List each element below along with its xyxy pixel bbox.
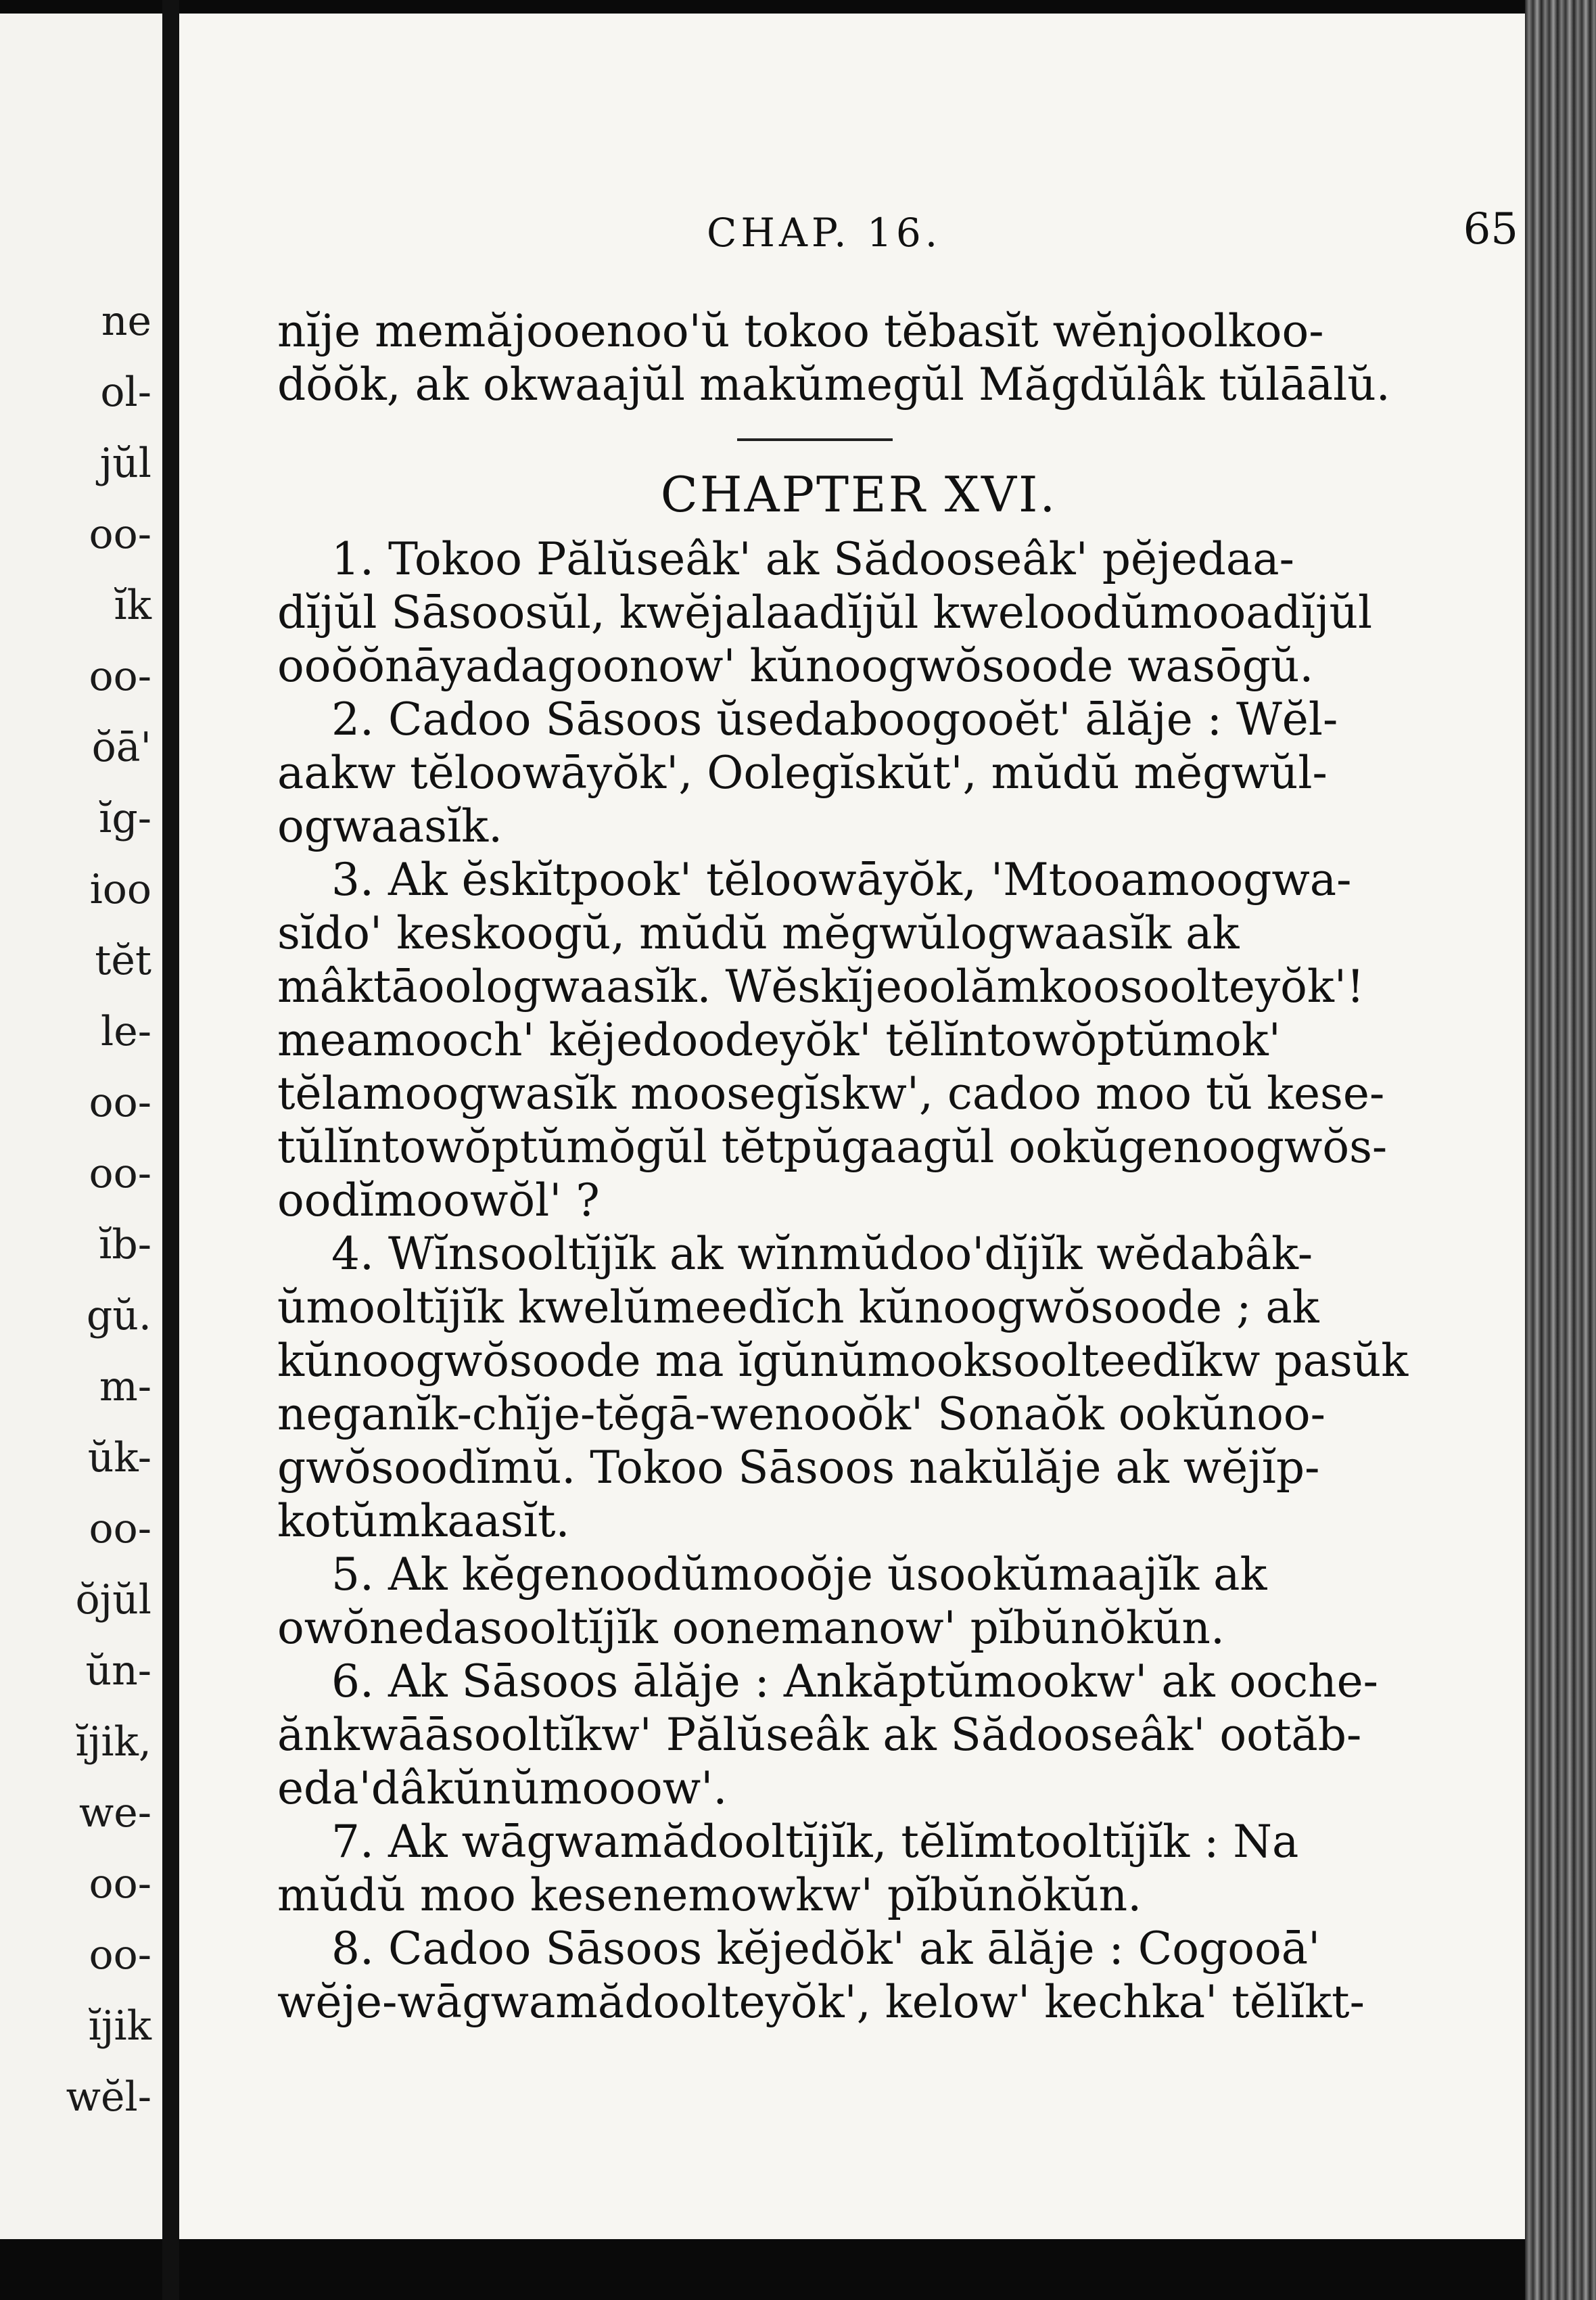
left-page-fragment: ĭjik, <box>75 1718 151 1766</box>
verse-line: tŭlĭntowŏptŭmŏgŭl tĕtpŭgaagŭl ookŭgenoogwŏs- <box>277 1121 1388 1173</box>
verse-line: owŏnedasooltĭjĭk oonemanow' pĭbŭnŏkŭn. <box>277 1602 1225 1654</box>
verse-first-line: 4. Wĭnsooltĭjĭk ak wĭnmŭdoo'dĭjĭk wĕdabâk- <box>331 1228 1313 1280</box>
left-page <box>0 14 162 2239</box>
verse-first-line: 5. Ak kĕgenoodŭmooŏje ŭsookŭmaajĭk ak <box>331 1548 1267 1601</box>
left-page-fragment: oo- <box>89 511 151 558</box>
book-gutter <box>162 0 179 2300</box>
left-page-fragment: ne <box>101 298 151 345</box>
left-page-fragment: tĕt <box>95 937 151 984</box>
verse-first-line: 6. Ak Sāsoos ālăje : Ankăptŭmookw' ak ooche- <box>331 1655 1378 1707</box>
left-page-fragment: wĕl- <box>66 2073 151 2121</box>
left-page-fragment: ŭn- <box>85 1647 151 1695</box>
verse-line: neganĭk-chĭje-tĕgā-wenooŏk' Sonaŏk ookŭnoo- <box>277 1388 1325 1440</box>
left-page-fragment: ŭk- <box>87 1434 151 1481</box>
left-page-fragment: oo- <box>89 1860 151 1908</box>
page-number: 65 <box>1463 204 1518 254</box>
verse <box>277 1655 1525 1815</box>
left-page-fragment: ĭk <box>114 582 151 629</box>
left-page-fragment: ĭb- <box>99 1221 151 1268</box>
verse-line: sĭdo' keskoogŭ, mŭdŭ mĕgwŭlogwaasĭk ak <box>277 907 1240 959</box>
left-page-fragment: oo- <box>89 1150 151 1197</box>
book-page <box>179 14 1525 2239</box>
left-page-fragment: oo- <box>89 653 151 700</box>
left-page-fragment: we- <box>78 1789 151 1837</box>
verse-first-line: 3. Ak ĕskĭtpook' tĕloowāyŏk, 'Mtooamoogwa- <box>331 854 1352 906</box>
verse-line: wĕje-wāgwamădoolteyŏk', kelow' kechka' tĕlĭkt- <box>277 1976 1365 2028</box>
left-page-fragment: oo- <box>89 1505 151 1552</box>
verse-line: dĭjŭl Sāsoosŭl, kwĕjalaadĭjŭl kweloodŭmooadĭjŭl <box>277 586 1373 639</box>
verse-line: ŭmooltĭjĭk kwelŭmeedĭch kŭnoogwŏsoode ; ak <box>277 1281 1319 1333</box>
verse-line: aakw tĕloowāyŏk', Oolegĭskŭt', mŭdŭ mĕgwŭl- <box>277 747 1328 799</box>
chapter-title: CHAPTER XVI. <box>660 466 1058 523</box>
left-page-fragment: oo- <box>89 1931 151 1979</box>
verse-first-line: 8. Cadoo Sāsoos kĕjedŏk' ak ālăje : Cogooā' <box>331 1923 1321 1975</box>
verse-line: tĕlamoogwasĭk moosegĭskw', cadoo moo tŭ kese- <box>277 1067 1385 1120</box>
verse-line: oodĭmoowŏl' ? <box>277 1174 600 1226</box>
verse-line: ănkwāāsooltĭkw' Pălŭseâk ak Sădooseâk' ootăb- <box>277 1709 1362 1761</box>
left-page-fragment: oo- <box>89 1079 151 1126</box>
verse <box>277 1922 1525 2029</box>
verse-first-line: 2. Cadoo Sāsoos ŭsedaboogooĕt' ālăje : Wĕl- <box>331 693 1338 745</box>
verse <box>277 1815 1525 1922</box>
running-title: CHAP. 16. <box>707 210 942 256</box>
left-page-fragment: gŭ. <box>86 1292 151 1339</box>
left-page-fragment: m- <box>99 1363 151 1410</box>
verse <box>277 853 1525 1227</box>
verse-first-line: 7. Ak wāgwamădooltĭjĭk, tĕlĭmtooltĭjĭk : Na <box>331 1816 1299 1868</box>
left-page-fragment: ioo <box>89 866 151 913</box>
verse <box>277 1227 1525 1548</box>
verse-line: ooŏŏnāyadagoonow' kŭnoogwŏsoode wasōgŭ. <box>277 640 1314 692</box>
chapter-rule <box>737 438 893 441</box>
verse-line: eda'dâkŭnŭmooow'. <box>277 1762 728 1814</box>
verse-line: mâktāoologwaasĭk. Wĕskĭjeoolămkoosoolteyŏk'! <box>277 961 1365 1013</box>
left-page-fragment: ĭg- <box>99 795 151 842</box>
running-head <box>179 204 1525 264</box>
verse <box>277 532 1525 693</box>
left-page-fragment: jŭl <box>99 440 151 487</box>
verse <box>277 1548 1525 1655</box>
verse-line: kŭnoogwŏsoode ma ĭgŭnŭmooksoolteedĭkw pasŭk <box>277 1335 1409 1387</box>
verse-first-line: 1. Tokoo Pălŭseâk' ak Sădooseâk' pĕjedaa- <box>331 533 1294 585</box>
verses <box>277 532 1525 2029</box>
verse-line: gwŏsoodĭmŭ. Tokoo Sāsoos nakŭlăje ak wĕjĭp- <box>277 1442 1320 1494</box>
text-block <box>277 304 1525 2029</box>
verse-line: meamooch' kĕjedoodeyŏk' tĕlĭntowŏptŭmok' <box>277 1014 1281 1066</box>
continuation-line: nĭje memăjooenoo'ŭ tokoo tĕbasĭt wĕnjoolkoo- <box>277 305 1324 357</box>
left-page-fragment: ol- <box>100 369 151 416</box>
left-page-fragment: le- <box>101 1008 151 1055</box>
left-page-fragment: ĭjik <box>88 2002 151 2050</box>
verse-line: mŭdŭ moo kesenemowkw' pĭbŭnŏkŭn. <box>277 1869 1142 1921</box>
page-edges <box>1525 0 1596 2300</box>
left-page-fragment: ŏā' <box>91 724 151 771</box>
verse <box>277 693 1525 853</box>
verse-line: kotŭmkaasĭt. <box>277 1495 570 1547</box>
left-page-fragment: ŏjŭl <box>75 1576 151 1624</box>
continuation-line: dŏŏk, ak okwaajŭl makŭmegŭl Măgdŭlâk tŭlāālŭ. <box>277 359 1390 411</box>
verse-line: ogwaasĭk. <box>277 800 503 852</box>
